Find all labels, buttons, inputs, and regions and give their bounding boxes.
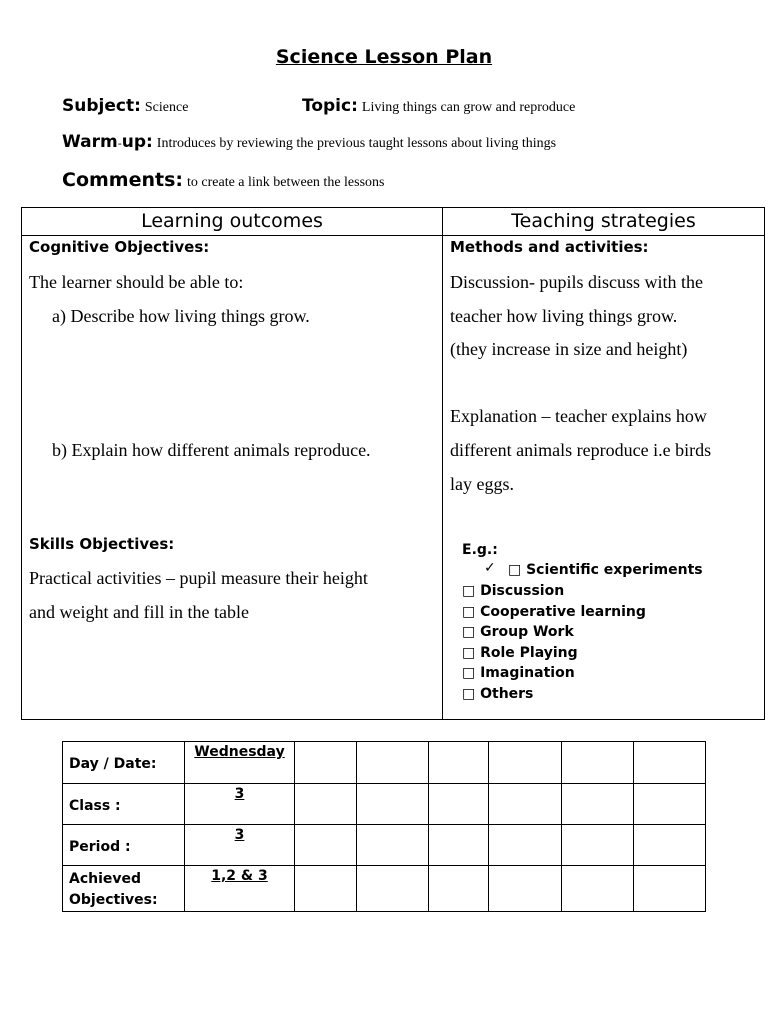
strategy-item: □ Others (462, 686, 534, 702)
skills-objectives-heading: Skills Objectives: (29, 535, 175, 553)
empty-cell (562, 784, 634, 825)
achieved-objectives-label (63, 866, 185, 912)
day-date-label: Day / Date: (63, 742, 185, 784)
empty-cell (429, 825, 489, 866)
strategy-item: □ Cooperative learning (462, 604, 646, 620)
schedule-row (63, 866, 706, 912)
empty-cell (634, 866, 706, 912)
strategy-item: □ Role Playing (462, 645, 578, 661)
comments-value: to create a link between the lessons (187, 175, 385, 190)
column-divider (442, 208, 443, 719)
learning-outcomes-header: Learning outcomes (141, 210, 323, 232)
empty-cell (429, 784, 489, 825)
strategy-item: □ Group Work (462, 624, 574, 640)
schedule-table (62, 741, 706, 912)
warmup-row (62, 132, 556, 152)
strategy-item: □ Scientific experiments (508, 562, 703, 578)
strategy-item: □ Imagination (462, 665, 575, 681)
warmup-dash: - (117, 136, 122, 150)
explanation-line-1: Explanation – teacher explains how (450, 406, 707, 426)
page-title (0, 46, 768, 68)
empty-cell (295, 742, 357, 784)
empty-cell (295, 825, 357, 866)
header-divider (22, 235, 764, 236)
discussion-line-2: teacher how living things grow. (450, 306, 678, 326)
teaching-strategies-header: Teaching strategies (511, 210, 696, 232)
empty-cell (562, 742, 634, 784)
empty-cell (295, 784, 357, 825)
schedule-row (63, 825, 706, 866)
achieved-objectives-cell (185, 866, 295, 912)
topic-row (302, 96, 575, 116)
warmup-value: Introduces by reviewing the previous taught lessons about living things (156, 136, 557, 151)
cognitive-objective-b: b) Explain how different animals reproduce. (52, 440, 371, 460)
discussion-line-3: (they increase in size and height) (450, 339, 688, 359)
empty-cell (429, 866, 489, 912)
empty-cell (295, 866, 357, 912)
empty-cell (489, 866, 562, 912)
empty-cell (489, 825, 562, 866)
discussion-line-1: Discussion- pupils discuss with the (450, 272, 704, 292)
warmup-label-a: Warm (62, 132, 118, 152)
checkmark-icon: ✓ (484, 560, 496, 576)
schedule-row (63, 784, 706, 825)
methods-heading: Methods and activities: (450, 238, 649, 256)
warmup-label-b: up: (121, 132, 153, 152)
achieved-label-line-2: Objectives: (69, 892, 158, 908)
empty-cell (429, 742, 489, 784)
eg-label: E.g.: (462, 542, 498, 558)
class-value: 3 (234, 786, 245, 802)
topic-label: Topic: (302, 96, 358, 116)
achieved-label-line-1: Achieved (69, 871, 142, 887)
empty-cell (634, 784, 706, 825)
cognitive-objective-a: a) Describe how living things grow. (52, 306, 310, 326)
title-text: Science Lesson Plan (275, 46, 493, 68)
empty-cell (562, 825, 634, 866)
period-value: 3 (234, 827, 245, 843)
empty-cell (357, 866, 429, 912)
empty-cell (357, 742, 429, 784)
empty-cell (562, 866, 634, 912)
explanation-line-2: different animals reproduce i.e birds (450, 440, 712, 460)
day-date-value: Wednesday (194, 744, 285, 760)
lesson-table (21, 207, 765, 720)
strategy-item: □ Discussion (462, 583, 565, 599)
day-date-cell (185, 742, 295, 784)
skills-line-1: Practical activities – pupil measure their height (29, 568, 368, 588)
subject-value: Science (144, 100, 189, 115)
subject-row (62, 96, 188, 116)
comments-row (62, 169, 384, 191)
achieved-objectives-value: 1,2 & 3 (211, 868, 268, 884)
empty-cell (489, 742, 562, 784)
cognitive-objectives-heading: Cognitive Objectives: (29, 238, 210, 256)
class-cell (185, 784, 295, 825)
schedule-row (63, 742, 706, 784)
empty-cell (489, 784, 562, 825)
comments-label: Comments: (62, 169, 183, 191)
period-cell (185, 825, 295, 866)
empty-cell (357, 825, 429, 866)
cognitive-intro: The learner should be able to: (29, 272, 244, 292)
class-label: Class : (63, 784, 185, 825)
topic-value: Living things can grow and reproduce (361, 100, 576, 115)
empty-cell (634, 825, 706, 866)
empty-cell (634, 742, 706, 784)
subject-label: Subject: (62, 96, 141, 116)
explanation-line-3: lay eggs. (450, 474, 514, 494)
skills-line-2: and weight and fill in the table (29, 602, 249, 622)
empty-cell (357, 784, 429, 825)
period-label: Period : (63, 825, 185, 866)
